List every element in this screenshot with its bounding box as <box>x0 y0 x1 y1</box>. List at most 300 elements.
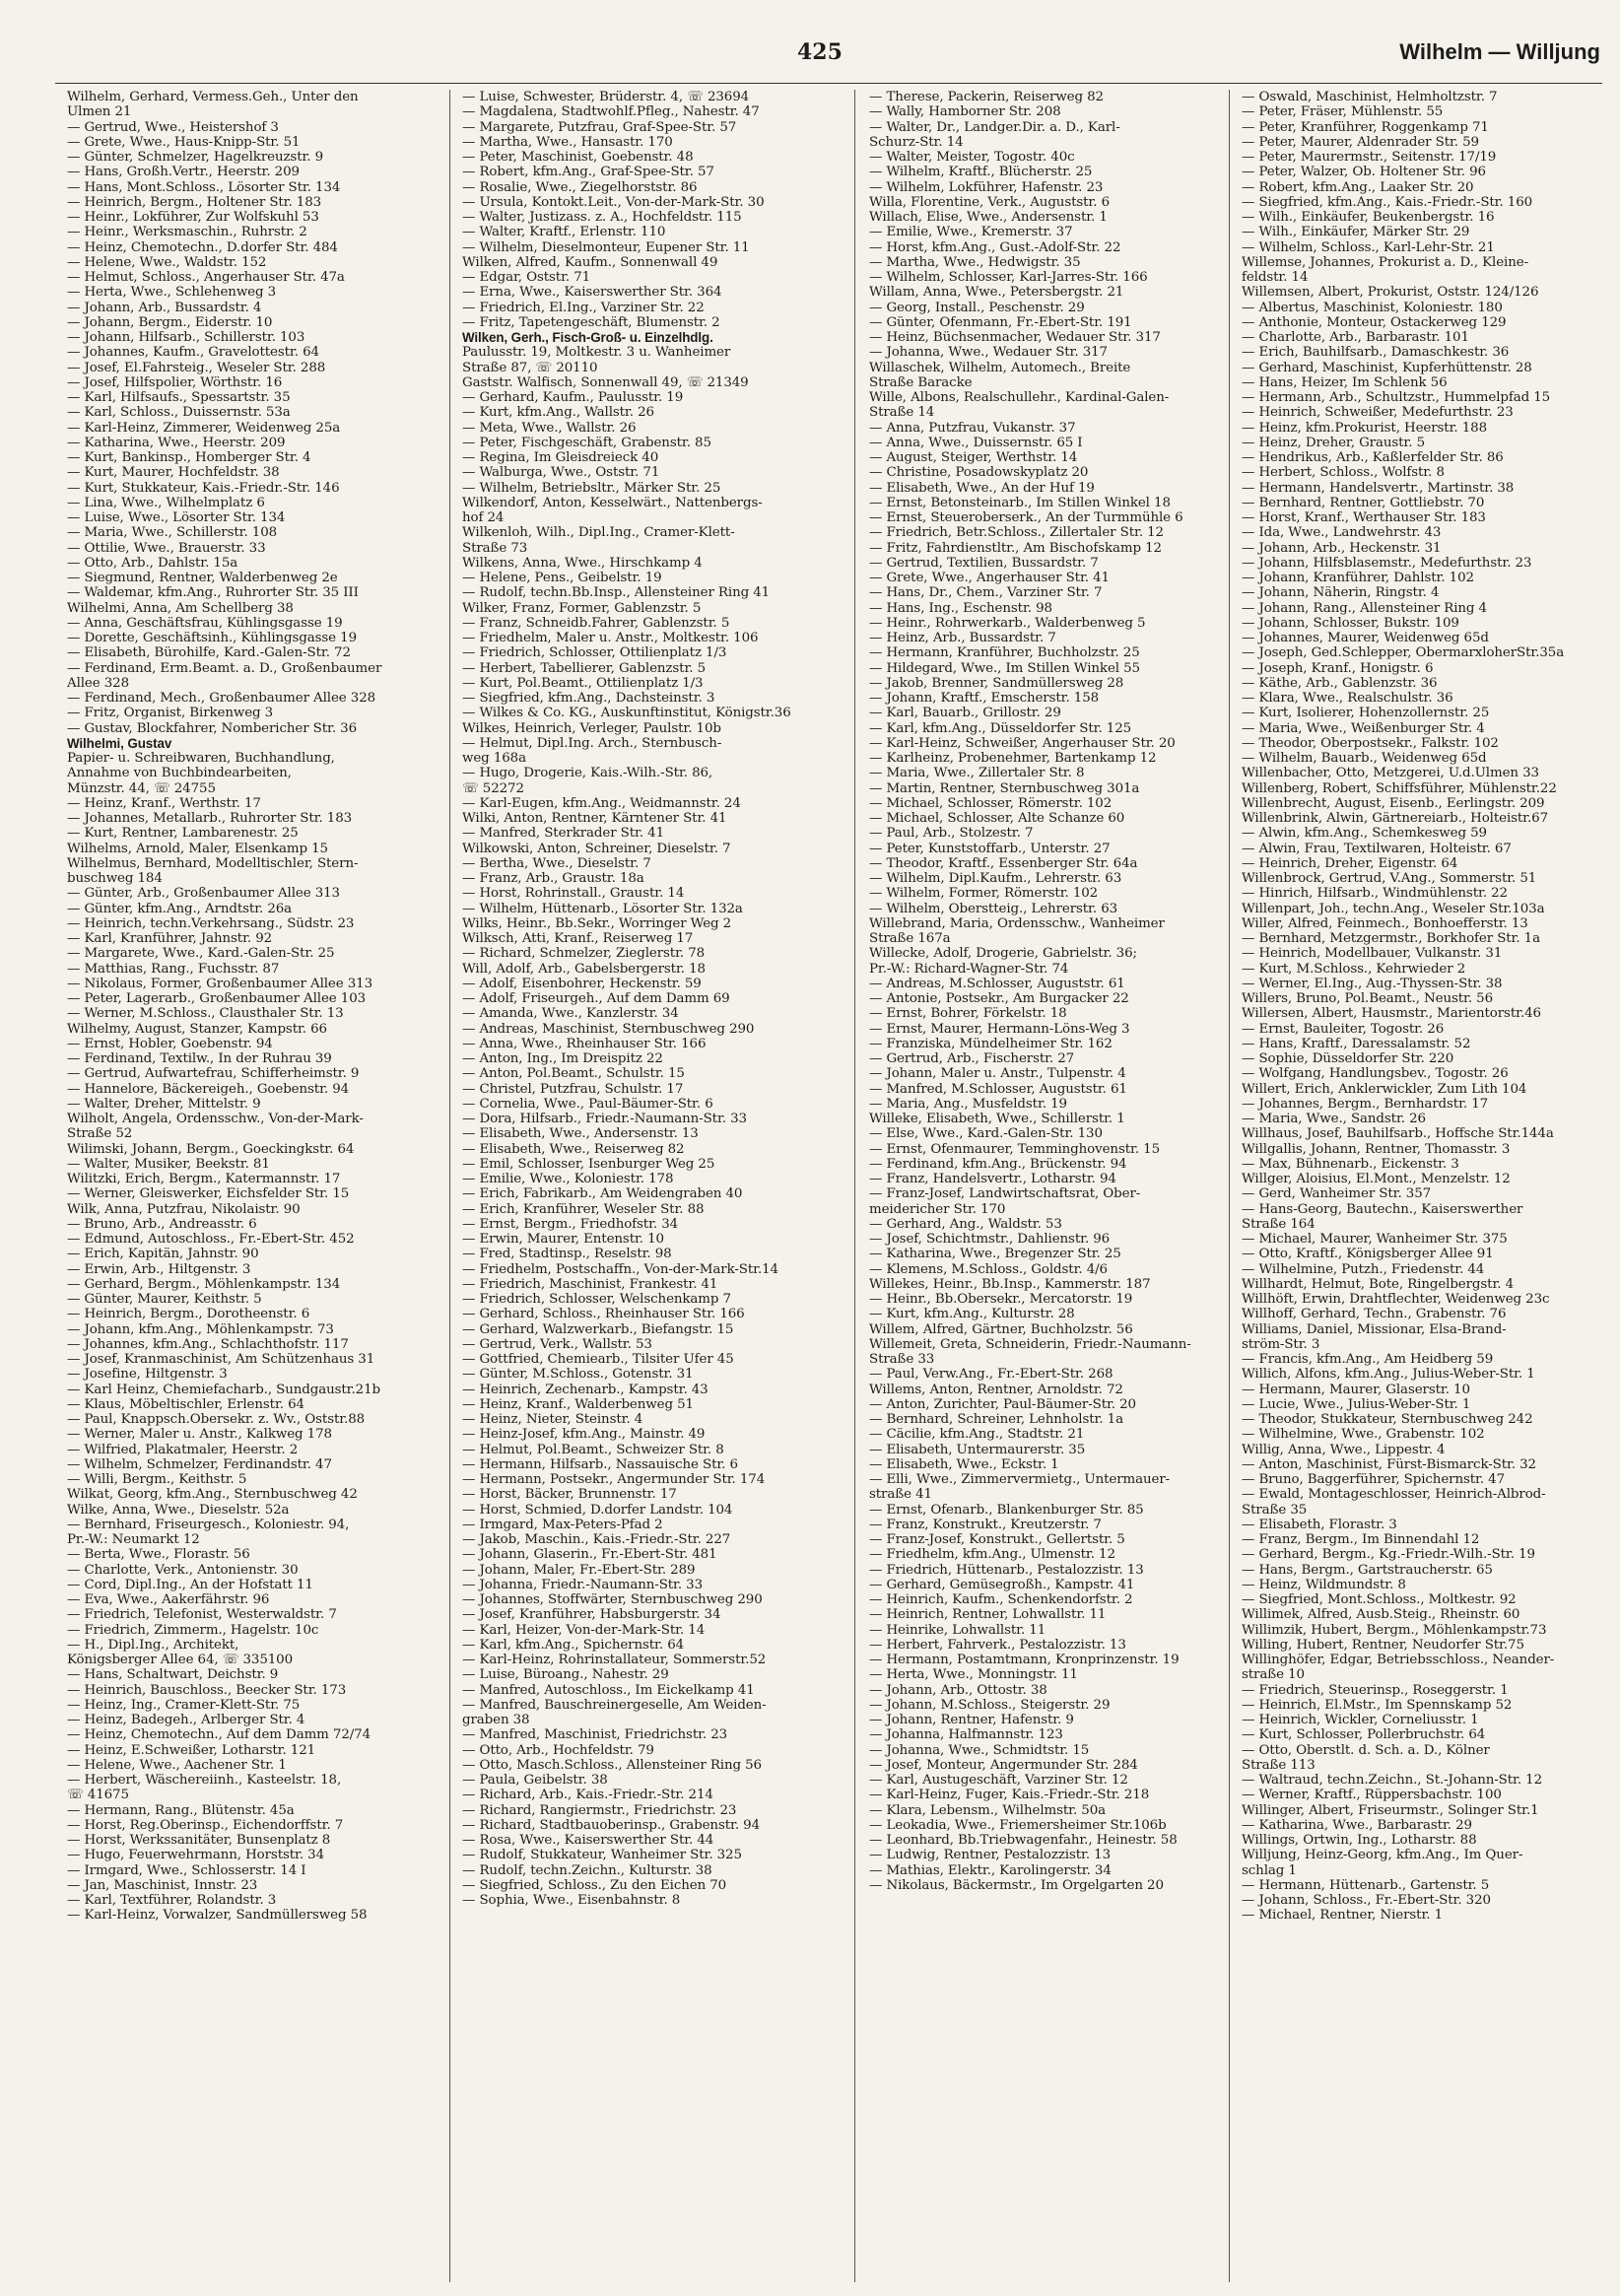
directory-entry: — Johann, Kranführer, Dahlstr. 102 <box>1242 571 1474 585</box>
directory-entry: — Michael, Rentner, Nierstr. 1 <box>1242 1908 1444 1924</box>
directory-entry: — Amanda, Wwe., Kanzlerstr. 34 <box>462 1006 679 1022</box>
directory-entry: — Heinz-Josef, kfm.Ang., Mainstr. 49 <box>462 1427 706 1443</box>
directory-entry: — Günter, Arb., Großenbaumer Allee 313 <box>67 886 340 902</box>
directory-entry: — Johannes, Maurer, Weidenweg 65d <box>1242 631 1489 645</box>
directory-entry: — Willi, Bergm., Keithstr. 5 <box>67 1472 247 1487</box>
directory-entry: Willig, Anna, Wwe., Lippestr. 4 <box>1242 1442 1446 1457</box>
directory-entry: — Johannes, kfm.Ang., Schlachthofstr. 117 <box>67 1336 349 1352</box>
directory-entry: — Johann, Rang., Allensteiner Ring 4 <box>1242 600 1487 616</box>
directory-entry: — Bernhard, Friseurgesch., Koloniestr. 94, <box>67 1517 350 1532</box>
directory-entry: — Horst, Werkssanitäter, Bunsenplatz 8 <box>67 1833 331 1848</box>
directory-entry: — Luise, Wwe., Lösorter Str. 134 <box>67 510 286 525</box>
directory-entry: — Karl, Schloss., Duissernstr. 53a <box>67 405 291 421</box>
directory-entry: — Adolf, Eisenbohrer, Heckenstr. 59 <box>462 976 702 991</box>
directory-entry: — Elisabeth, Wwe., Reiserweg 82 <box>462 1141 685 1157</box>
column-divider <box>449 90 450 2282</box>
directory-entry: Willenbrock, Gertrud, V.Ang., Sommerstr. 51 <box>1242 871 1537 886</box>
directory-entry: — Heinrich, Zechenarb., Kampstr. 43 <box>462 1382 709 1397</box>
directory-entry: Annahme von Buchbindearbeiten, <box>67 766 292 781</box>
directory-entry: — Friedrich, Zimmerm., Hagelstr. 10c <box>67 1622 319 1638</box>
directory-entry: — Georg, Install., Peschenstr. 29 <box>869 300 1085 315</box>
directory-entry: — Wilhelm, Betriebsltr., Märker Str. 25 <box>462 480 721 496</box>
directory-entry: — Ernst, Hobler, Goebenstr. 94 <box>67 1036 273 1051</box>
directory-entry: — Andreas, M.Schlosser, Auguststr. 61 <box>869 976 1125 991</box>
directory-entry: — Herta, Wwe., Monningstr. 11 <box>869 1667 1078 1683</box>
directory-entry: — Anton, Maschinist, Fürst-Bismarck-Str. 32 <box>1242 1456 1536 1472</box>
directory-entry: — Matthias, Rang., Fuchsstr. 87 <box>67 961 280 977</box>
directory-entry: — Heinrich, Bauschloss., Beecker Str. 173 <box>67 1682 347 1698</box>
directory-entry: — Hermann, Rang., Blütenstr. 45a <box>67 1802 295 1818</box>
directory-entry: — Franz, Schneidb.Fahrer, Gablenzstr. 5 <box>462 615 730 631</box>
directory-entry: weg 168a <box>462 751 526 766</box>
directory-entry: Willgallis, Johann, Rentner, Thomasstr. 3 <box>1242 1141 1511 1157</box>
directory-entry: — Manfred, M.Schlosser, Auguststr. 61 <box>869 1081 1127 1097</box>
directory-entry: Willger, Aloisius, El.Mont., Menzelstr. 12 <box>1242 1172 1511 1186</box>
directory-entry: — Oswald, Maschinist, Helmholtzstr. 7 <box>1242 90 1498 104</box>
directory-entry: — Kurt, Schlosser, Pollerbruchstr. 64 <box>1242 1727 1486 1743</box>
directory-entry: — Wilhelm, Dipl.Kaufm., Lehrerstr. 63 <box>869 871 1122 886</box>
directory-entry: — Richard, Rangiermstr., Friedrichstr. 23 <box>462 1802 737 1818</box>
directory-entry: — Hermann, Kranführer, Buchholzstr. 25 <box>869 645 1140 661</box>
directory-entry: Willenbacher, Otto, Metzgerei, U.d.Ulmen 33 <box>1242 766 1539 781</box>
directory-entry: — Friedrich, Schlosser, Ottilienplatz 1/3 <box>462 645 727 661</box>
directory-entry: — Gertrud, Verk., Wallstr. 53 <box>462 1336 652 1352</box>
directory-entry: — Manfred, Maschinist, Friedrichstr. 23 <box>462 1727 728 1743</box>
directory-entry: — Walter, Kraftf., Erlenstr. 110 <box>462 225 666 240</box>
directory-entry: — Johannes, Metallarb., Ruhrorter Str. 183 <box>67 811 353 826</box>
directory-entry: — Jan, Maschinist, Innstr. 23 <box>67 1877 258 1893</box>
directory-entry: — Jakob, Brenner, Sandmüllersweg 28 <box>869 675 1124 691</box>
directory-entry: — Hans, Mont.Schloss., Lösorter Str. 134 <box>67 179 341 195</box>
directory-entry: — Katharina, Wwe., Bregenzer Str. 25 <box>869 1247 1121 1262</box>
directory-entry: — Josef, Kranmaschinist, Am Schützenhaus 31 <box>67 1352 375 1367</box>
directory-entry: — Kurt, kfm.Ang., Kulturstr. 28 <box>869 1307 1075 1322</box>
directory-entry: — Karl, Bauarb., Grillostr. 29 <box>869 706 1061 721</box>
directory-entry: — Karl-Heinz, Zimmerer, Weidenweg 25a <box>67 420 341 436</box>
header-rule <box>55 83 1602 84</box>
directory-entry: — Christine, Posadowskyplatz 20 <box>869 465 1089 481</box>
directory-entry: — Heinr., Lokführer, Zur Wolfskuhl 53 <box>67 210 319 225</box>
directory-entry: — Heinrich, Kaufm., Schenkendorfstr. 2 <box>869 1592 1133 1607</box>
directory-entry: — Gerhard, Walzwerkarb., Biefangstr. 15 <box>462 1321 734 1337</box>
directory-entry: — Johann, Arb., Heckenstr. 31 <box>1242 540 1442 556</box>
directory-entry: — Wilhelm, Former, Römerstr. 102 <box>869 886 1099 902</box>
directory-entry: — Martha, Wwe., Hedwigstr. 35 <box>869 254 1081 270</box>
directory-entry: feldstr. 14 <box>1242 270 1309 285</box>
directory-entry: — Gerhard, Gemüsegroßh., Kampstr. 41 <box>869 1577 1135 1592</box>
directory-entry: straße 10 <box>1242 1667 1305 1683</box>
directory-entry: — Therese, Packerin, Reiserweg 82 <box>869 90 1104 104</box>
directory-entry: — Sophie, Düsseldorfer Str. 220 <box>1242 1051 1454 1066</box>
directory-entry: — Johannes, Kaufm., Gravelottestr. 64 <box>67 345 319 361</box>
directory-entry: — Karl, Textführer, Rolandstr. 3 <box>67 1893 277 1908</box>
directory-entry: — Günter, Maurer, Keithstr. 5 <box>67 1292 262 1307</box>
directory-entry: Wilkenloh, Wilh., Dipl.Ing., Cramer-Klett- <box>462 525 735 541</box>
directory-entry: — Heinz, Kranf., Werthstr. 17 <box>67 795 261 811</box>
directory-entry: — Helmut, Pol.Beamt., Schweizer Str. 8 <box>462 1442 724 1457</box>
directory-entry: — Wolfgang, Handlungsbev., Togostr. 26 <box>1242 1066 1509 1082</box>
directory-entry: — Wilhelm, Dieselmonteur, Eupener Str. 11 <box>462 239 750 255</box>
directory-entry: — Hannelore, Bäckereigeh., Goebenstr. 94 <box>67 1081 350 1097</box>
directory-entry: — Heinrike, Lohwallstr. 11 <box>869 1622 1046 1638</box>
directory-entry: Wilken, Alfred, Kaufm., Sonnenwall 49 <box>462 254 718 270</box>
directory-entry: Willers, Bruno, Pol.Beamt., Neustr. 56 <box>1242 991 1494 1006</box>
directory-entry: — Karl-Heinz, Rohrinstallateur, Sommerstr.52 <box>462 1653 767 1667</box>
directory-entry: — Elisabeth, Wwe., Andersenstr. 13 <box>462 1126 699 1142</box>
directory-entry: Straße 14 <box>869 405 935 421</box>
directory-entry: — Erich, Fabrikarb., Am Weidengraben 40 <box>462 1186 743 1202</box>
directory-entry: — Magdalena, Stadtwohlf.Pfleg., Nahestr. 47 <box>462 104 760 120</box>
directory-entry: Straße 52 <box>67 1126 133 1142</box>
directory-entry: — Otto, Arb., Dahlstr. 15a <box>67 555 238 571</box>
directory-entry: — Manfred, Bauschreinergeselle, Am Weiden- <box>462 1697 767 1713</box>
directory-entry: Willersen, Albert, Hausmstr., Marientorstr.46 <box>1242 1006 1541 1022</box>
directory-entry: — Kurt, Pol.Beamt., Ottilienplatz 1/3 <box>462 675 704 691</box>
directory-entry: — Siegfried, Mont.Schloss., Moltkestr. 92 <box>1242 1592 1517 1607</box>
directory-entry: — Friedrich, Schlosser, Welschenkamp 7 <box>462 1292 731 1307</box>
directory-entry: — Johann, Arb., Ottostr. 38 <box>869 1682 1047 1698</box>
directory-entry: — Richard, Arb., Kais.-Friedr.-Str. 214 <box>462 1788 713 1803</box>
directory-entry: — Helene, Wwe., Waldstr. 152 <box>67 254 267 270</box>
directory-entry: — Paul, Verw.Ang., Fr.-Ebert-Str. 268 <box>869 1367 1114 1383</box>
directory-entry: — Kurt, Maurer, Hochfeldstr. 38 <box>67 465 280 481</box>
directory-entry: — Johannes, Stoffwärter, Sternbuschweg 290 <box>462 1592 763 1607</box>
directory-entry: — Helene, Wwe., Aachener Str. 1 <box>67 1757 287 1773</box>
directory-entry: — Wilh., Einkäufer, Beukenbergstr. 16 <box>1242 210 1495 225</box>
directory-entry: — Friedrich, Telefonist, Westerwaldstr. 7 <box>67 1607 337 1623</box>
directory-entry: Straße 35 <box>1242 1502 1308 1518</box>
directory-entry: — Heinz, Nieter, Steinstr. 4 <box>462 1412 643 1427</box>
running-head: Wilhelm — Willjung <box>1399 39 1600 64</box>
directory-entry: — Elli, Wwe., Zimmervermietg., Untermauer- <box>869 1472 1171 1487</box>
directory-entry: — Peter, Kranführer, Roggenkamp 71 <box>1242 119 1489 135</box>
directory-entry: — Friedhelm, kfm.Ang., Ulmenstr. 12 <box>869 1547 1115 1563</box>
directory-entry: — Hugo, Drogerie, Kais.-Wilh.-Str. 86, <box>462 766 713 781</box>
directory-entry: — Gottfried, Chemiearb., Tilsiter Ufer 45 <box>462 1352 734 1367</box>
directory-entry: — Maria, Wwe., Schillerstr. 108 <box>67 525 278 541</box>
directory-entry: — Robert, kfm.Ang., Laaker Str. 20 <box>1242 179 1474 195</box>
directory-entry: — Leokadia, Wwe., Friemersheimer Str.106b <box>869 1817 1167 1833</box>
directory-entry: Wilhelms, Arnold, Maler, Elsenkamp 15 <box>67 841 328 856</box>
column-1 <box>67 90 434 2287</box>
directory-entry: meidericher Str. 170 <box>869 1201 1006 1217</box>
directory-entry: — Josef, El.Fahrsteig., Weseler Str. 288 <box>67 360 326 375</box>
directory-entry: — Klara, Wwe., Realschulstr. 36 <box>1242 691 1453 706</box>
directory-entry: — Gerhard, Kaufm., Paulusstr. 19 <box>462 390 684 405</box>
directory-entry: Wilke, Anna, Wwe., Dieselstr. 52a <box>67 1502 290 1518</box>
directory-entry: Willemsen, Albert, Prokurist, Oststr. 124/126 <box>1242 285 1539 301</box>
directory-entry: — Heinrich, Bergm., Holtener Str. 183 <box>67 194 322 210</box>
directory-entry: — Johanna, Halfmannstr. 123 <box>869 1727 1063 1743</box>
directory-entry: Wilimski, Johann, Bergm., Goeckingkstr. 64 <box>67 1141 355 1157</box>
directory-entry: Willenbrink, Alwin, Gärtnereiarb., Holteistr.67 <box>1242 811 1548 826</box>
directory-entry: — Heinz, kfm.Prokurist, Heerstr. 188 <box>1242 420 1487 436</box>
directory-entry: — Friedrich, Maschinist, Frankestr. 41 <box>462 1276 718 1292</box>
directory-entry: — Johann, Schloss., Fr.-Ebert-Str. 320 <box>1242 1893 1491 1908</box>
directory-entry: — Johann, M.Schloss., Steigerstr. 29 <box>869 1697 1111 1713</box>
directory-entry: Willam, Anna, Wwe., Petersbergstr. 21 <box>869 285 1124 301</box>
column-2 <box>462 90 829 2287</box>
directory-entry: Allee 328 <box>67 675 129 691</box>
directory-entry: — Hans, Heizer, Im Schlenk 56 <box>1242 374 1448 390</box>
directory-entry: ☏ 52272 <box>462 780 524 796</box>
directory-entry: — Lucie, Wwe., Julius-Weber-Str. 1 <box>1242 1396 1471 1412</box>
directory-entry: — Herta, Wwe., Schlehenweg 3 <box>67 285 277 301</box>
directory-entry: — Grete, Wwe., Haus-Knipp-Str. 51 <box>67 134 301 150</box>
directory-entry: — Günter, kfm.Ang., Arndtstr. 26a <box>67 901 293 916</box>
directory-entry: — Max, Bühnenarb., Eickenstr. 3 <box>1242 1156 1459 1172</box>
directory-entry: Straße 164 <box>1242 1216 1316 1232</box>
directory-entry: — Michael, Schlosser, Alte Schanze 60 <box>869 811 1125 826</box>
directory-entry: — Ursula, Kontokt.Leit., Von-der-Mark-Str. 30 <box>462 194 765 210</box>
directory-entry: — Wilhelm, Schloss., Karl-Lehr-Str. 21 <box>1242 239 1495 255</box>
directory-entry: — Elisabeth, Florastr. 3 <box>1242 1517 1397 1532</box>
directory-entry: Willebrand, Maria, Ordensschw., Wanheimer <box>869 915 1165 931</box>
directory-entry: — Bertha, Wwe., Dieselstr. 7 <box>462 855 651 871</box>
directory-entry: — Mathias, Elektr., Karolingerstr. 34 <box>869 1862 1112 1878</box>
directory-entry: — Josefine, Hiltgenstr. 3 <box>67 1367 228 1383</box>
directory-entry: — Johann, Bergm., Eiderstr. 10 <box>67 314 273 330</box>
directory-entry: — Katharina, Wwe., Heerstr. 209 <box>67 435 286 450</box>
directory-entry: — Gertrud, Arb., Fischerstr. 27 <box>869 1051 1075 1066</box>
directory-entry: — Erwin, Arb., Hiltgenstr. 3 <box>67 1261 251 1277</box>
directory-entry: — Margarete, Putzfrau, Graf-Spee-Str. 57 <box>462 119 737 135</box>
directory-entry: — Paula, Geibelstr. 38 <box>462 1773 608 1788</box>
directory-entry: — Meta, Wwe., Wallstr. 26 <box>462 420 637 436</box>
directory-entry: — Hermann, Handelsvertr., Martinstr. 38 <box>1242 480 1515 496</box>
directory-entry: — Albertus, Maschinist, Koloniestr. 180 <box>1242 300 1503 315</box>
directory-entry: — Kurt, kfm.Ang., Wallstr. 26 <box>462 405 654 421</box>
directory-entry: — Ferdinand, Erm.Beamt. a. D., Großenbaumer <box>67 660 382 676</box>
directory-entry: — Heinrich, Dreher, Eigenstr. 64 <box>1242 855 1458 871</box>
directory-entry: — Klaus, Möbeltischler, Erlenstr. 64 <box>67 1396 304 1412</box>
directory-entry: — Kurt, Isolierer, Hohenzollernstr. 25 <box>1242 706 1490 721</box>
directory-entry: hof 24 <box>462 510 505 525</box>
directory-entry: — Friedrich, Steuerinsp., Roseggerstr. 1 <box>1242 1682 1509 1698</box>
directory-entry: Willinger, Albert, Friseurmstr., Solinger Str.1 <box>1242 1802 1539 1818</box>
directory-entry: — Walter, Musiker, Beekstr. 81 <box>67 1156 270 1172</box>
directory-entry: — Irmgard, Max-Peters-Pfad 2 <box>462 1517 663 1532</box>
directory-entry: — Kurt, Stukkateur, Kais.-Friedr.-Str. 146 <box>67 480 340 496</box>
directory-entry: — Hildegard, Wwe., Im Stillen Winkel 55 <box>869 660 1140 676</box>
column-3 <box>869 90 1236 2287</box>
directory-entry: Willecke, Adolf, Drogerie, Gabrielstr. 36; <box>869 946 1137 962</box>
directory-entry: — Adolf, Friseurgeh., Auf dem Damm 69 <box>462 991 730 1006</box>
directory-entry: — Elisabeth, Untermaurerstr. 35 <box>869 1442 1086 1457</box>
directory-entry: — Ernst, Ofenmaurer, Temminghovenstr. 15 <box>869 1141 1160 1157</box>
directory-entry: — Berta, Wwe., Florastr. 56 <box>67 1547 250 1563</box>
directory-entry: — Helmut, Dipl.Ing. Arch., Sternbusch- <box>462 735 722 751</box>
directory-entry: — Fred, Stadtinsp., Reselstr. 98 <box>462 1247 672 1262</box>
directory-entry: — Werner, M.Schloss., Clausthaler Str. 13 <box>67 1006 344 1022</box>
directory-entry: — Maria, Ang., Musfeldstr. 19 <box>869 1096 1067 1112</box>
directory-entry: Willings, Ortwin, Ing., Lotharstr. 88 <box>1242 1833 1477 1848</box>
directory-entry: — Hendrikus, Arb., Kaßlerfelder Str. 86 <box>1242 450 1504 465</box>
directory-entry: — August, Steiger, Werthstr. 14 <box>869 450 1078 465</box>
directory-entry: Wille, Albons, Realschullehr., Kardinal-Galen- <box>869 390 1170 405</box>
directory-entry: Straße Baracke <box>869 374 973 390</box>
directory-entry: — Ferdinand, kfm.Ang., Brückenstr. 94 <box>869 1156 1127 1172</box>
directory-entry: — Anton, Zurichter, Paul-Bäumer-Str. 20 <box>869 1396 1136 1412</box>
directory-entry: Willekes, Heinr., Bb.Insp., Kammerstr. 187 <box>869 1276 1151 1292</box>
directory-entry: — Heinrich, Schweißer, Medefurthstr. 23 <box>1242 405 1514 421</box>
directory-entry: — Otto, Oberstlt. d. Sch. a. D., Kölner <box>1242 1742 1490 1758</box>
directory-entry: — Ida, Wwe., Landwehrstr. 43 <box>1242 525 1442 541</box>
directory-entry: Wilhelmy, August, Stanzer, Kampstr. 66 <box>67 1021 327 1037</box>
directory-entry: — Michael, Maurer, Wanheimer Str. 375 <box>1242 1232 1508 1247</box>
directory-entry: Willimzik, Hubert, Bergm., Möhlenkampstr.73 <box>1242 1622 1547 1638</box>
directory-entry: — Rosa, Wwe., Kaiserswerther Str. 44 <box>462 1833 714 1848</box>
directory-entry: Willimek, Alfred, Ausb.Steig., Rheinstr. 60 <box>1242 1607 1520 1623</box>
directory-entry: — Charlotte, Arb., Barbarastr. 101 <box>1242 330 1469 345</box>
directory-entry: Willhardt, Helmut, Bote, Ringelbergstr. 4 <box>1242 1276 1515 1292</box>
directory-entry: — Erna, Wwe., Kaiserswerther Str. 364 <box>462 285 722 301</box>
directory-entry: Gaststr. Walfisch, Sonnenwall 49, ☏ 21349 <box>462 374 749 390</box>
directory-entry: — Wilhelm, Bauarb., Weidenweg 65d <box>1242 751 1487 766</box>
directory-entry: Wilhelmi, Gustav <box>67 735 172 751</box>
directory-entry: — Friedhelm, Postschaffn., Von-der-Mark-Str.14 <box>462 1261 778 1277</box>
directory-entry: — Siegfried, Schloss., Zu den Eichen 70 <box>462 1877 727 1893</box>
directory-entry: — Ernst, Ofenarb., Blankenburger Str. 85 <box>869 1502 1144 1518</box>
page-number: 425 <box>797 39 843 65</box>
directory-entry: — Anton, Ing., Im Dreispitz 22 <box>462 1051 663 1066</box>
directory-entry: — Kurt, Rentner, Lambarenestr. 25 <box>67 826 299 842</box>
directory-entry: — Eva, Wwe., Aakerfährstr. 96 <box>67 1592 270 1607</box>
directory-entry: — Hermann, Arb., Schultzstr., Hummelpfad 15 <box>1242 390 1551 405</box>
directory-entry: — Karl-Heinz, Fuger, Kais.-Friedr.-Str. 218 <box>869 1788 1150 1803</box>
directory-entry: — Lina, Wwe., Wilhelmplatz 6 <box>67 495 265 510</box>
directory-entry: — Horst, Schmied, D.dorfer Landstr. 104 <box>462 1502 733 1518</box>
directory-entry: — Josef, Hilfspolier, Wörthstr. 16 <box>67 374 283 390</box>
directory-entry: — Heinz, Arb., Bussardstr. 7 <box>869 631 1056 645</box>
directory-entry: Willeke, Elisabeth, Wwe., Schillerstr. 1 <box>869 1112 1125 1126</box>
directory-entry: — Gerhard, Schloss., Rheinhauser Str. 166 <box>462 1307 745 1322</box>
directory-entry: — Gerhard, Bergm., Kg.-Friedr.-Wilh.-Str. 19 <box>1242 1547 1535 1563</box>
directory-entry: — Hinrich, Hilfsarb., Windmühlenstr. 22 <box>1242 886 1508 902</box>
directory-entry: Willich, Alfons, kfm.Ang., Julius-Weber-Str. 1 <box>1242 1367 1535 1383</box>
directory-entry: straße 41 <box>869 1487 932 1503</box>
directory-entry: Willemeit, Greta, Schneiderin, Friedr.-Naumann- <box>869 1336 1191 1352</box>
directory-entry: — Heinr., Bb.Obersekr., Mercatorstr. 19 <box>869 1292 1133 1307</box>
directory-entry: Willhaus, Josef, Bauhilfsarb., Hoffsche Str.144a <box>1242 1126 1554 1142</box>
directory-entry: — Karl-Eugen, kfm.Ang., Weidmannstr. 24 <box>462 795 741 811</box>
directory-entry: — Erich, Kapitän, Jahnstr. 90 <box>67 1247 259 1262</box>
directory-entry: — Heinz, Wildmundstr. 8 <box>1242 1577 1406 1592</box>
directory-entry: Willach, Elise, Wwe., Andersenstr. 1 <box>869 210 1108 225</box>
directory-entry: — Josef, Monteur, Angermunder Str. 284 <box>869 1757 1138 1773</box>
directory-entry: — Regina, Im Gleisdreieck 40 <box>462 450 659 465</box>
directory-entry: — Peter, Kunststoffarb., Unterstr. 27 <box>869 841 1111 856</box>
directory-entry: — Helene, Pens., Geibelstr. 19 <box>462 571 662 585</box>
directory-entry: — Heinz, E.Schweißer, Lotharstr. 121 <box>67 1742 316 1758</box>
directory-entry: — Horst, Reg.Oberinsp., Eichendorffstr. 7 <box>67 1817 344 1833</box>
directory-entry: — Anton, Pol.Beamt., Schulstr. 15 <box>462 1066 685 1082</box>
directory-entry: — Peter, Fräser, Mühlenstr. 55 <box>1242 104 1444 120</box>
directory-entry: — Gustav, Blockfahrer, Nombericher Str. 36 <box>67 720 358 736</box>
directory-entry: — Maria, Wwe., Zillertaler Str. 8 <box>869 766 1085 781</box>
directory-entry: — Antonie, Postsekr., Am Burgacker 22 <box>869 991 1129 1006</box>
directory-entry: — Nikolaus, Bäckermstr., Im Orgelgarten 20 <box>869 1877 1164 1893</box>
directory-entry: Willems, Anton, Rentner, Arnoldstr. 72 <box>869 1382 1123 1397</box>
directory-entry: — Franz, Arb., Graustr. 18a <box>462 871 644 886</box>
directory-entry: — Walter, Meister, Togostr. 40c <box>869 150 1075 165</box>
directory-entry: — Emilie, Wwe., Kremerstr. 37 <box>869 225 1073 240</box>
directory-entry: — Günter, Ofenmann, Fr.-Ebert-Str. 191 <box>869 314 1132 330</box>
page-header <box>0 34 1620 73</box>
directory-entry: — Andreas, Maschinist, Sternbuschweg 290 <box>462 1021 755 1037</box>
directory-entry: — Hans, Bergm., Gartstraucherstr. 65 <box>1242 1562 1493 1578</box>
directory-entry: Paulusstr. 19, Moltkestr. 3 u. Wanheimer <box>462 345 731 361</box>
column-divider <box>854 90 855 2282</box>
directory-entry: — Ernst, Bauleiter, Togostr. 26 <box>1242 1021 1445 1037</box>
directory-entry: — Heinz, Kranf., Walderbenweg 51 <box>462 1396 694 1412</box>
directory-entry: Wilk, Anna, Putzfrau, Nikolaistr. 90 <box>67 1201 301 1217</box>
column-4 <box>1242 90 1608 2287</box>
directory-entry: — Luise, Schwester, Brüderstr. 4, ☏ 23694 <box>462 90 750 104</box>
directory-entry: — Erich, Bauhilfsarb., Damaschkestr. 36 <box>1242 345 1510 361</box>
directory-entry: Wilhelmi, Anna, Am Schellberg 38 <box>67 600 294 616</box>
directory-entry: — Herbert, Tabellierer, Gablenzstr. 5 <box>462 660 707 676</box>
directory-entry: — Kurt, Bankinsp., Homberger Str. 4 <box>67 450 311 465</box>
directory-entry: Willer, Alfred, Feinmech., Bonhoefferstr. 13 <box>1242 915 1528 931</box>
directory-entry: — Johanna, Friedr.-Naumann-Str. 33 <box>462 1577 704 1592</box>
directory-entry: — Bernhard, Schreiner, Lehnholstr. 1a <box>869 1412 1123 1427</box>
directory-entry: — Wilkes & Co. KG., Auskunftinstitut, Königstr.36 <box>462 706 791 721</box>
directory-entry: — Gerhard, Ang., Waldstr. 53 <box>869 1216 1062 1232</box>
directory-entry: — Herbert, Wäschereiinh., Kasteelstr. 18, <box>67 1773 342 1788</box>
directory-entry: — Hans, Kraftf., Daressalamstr. 52 <box>1242 1036 1471 1051</box>
directory-entry: Straße 113 <box>1242 1757 1316 1773</box>
directory-entry: — Ernst, Bohrer, Förkelstr. 18 <box>869 1006 1067 1022</box>
directory-entry: — Werner, El.Ing., Aug.-Thyssen-Str. 38 <box>1242 976 1503 991</box>
directory-entry: — Elisabeth, Wwe., An der Huf 19 <box>869 480 1095 496</box>
directory-entry: — Johann, Maler u. Anstr., Tulpenstr. 4 <box>869 1066 1126 1082</box>
directory-entry: — Herbert, Schloss., Wolfstr. 8 <box>1242 465 1445 481</box>
directory-entry: — Otto, Arb., Hochfeldstr. 79 <box>462 1742 654 1758</box>
directory-entry: Williams, Daniel, Missionar, Elsa-Brand- <box>1242 1321 1507 1337</box>
directory-entry: — Bruno, Arb., Andreasstr. 6 <box>67 1216 257 1232</box>
directory-entry: — Franz, Bergm., Im Binnendahl 12 <box>1242 1532 1480 1547</box>
directory-entry: Willem, Alfred, Gärtner, Buchholzstr. 56 <box>869 1321 1133 1337</box>
directory-entry: — Erich, Kranführer, Weseler Str. 88 <box>462 1201 705 1217</box>
directory-entry: — Michael, Schlosser, Römerstr. 102 <box>869 795 1113 811</box>
directory-entry: — Heinz, Büchsenmacher, Wedauer Str. 317 <box>869 330 1161 345</box>
directory-entry: — Heinrich, Rentner, Lohwallstr. 11 <box>869 1607 1107 1623</box>
directory-entry: — Peter, Maschinist, Goebenstr. 48 <box>462 150 694 165</box>
directory-entry: — Friedrich, Betr.Schloss., Zillertaler Str. 12 <box>869 525 1164 541</box>
directory-entry: — Karl-Heinz, Vorwalzer, Sandmüllersweg 58 <box>67 1908 368 1924</box>
directory-entry: — Siegmund, Rentner, Walderbenweg 2e <box>67 571 338 585</box>
directory-entry: — Johann, Hilfsarb., Schillerstr. 103 <box>67 330 305 345</box>
directory-entry: Wilki, Anton, Rentner, Kärntener Str. 41 <box>462 811 727 826</box>
directory-entry: Wilks, Heinr., Bb.Sekr., Worringer Weg 2 <box>462 915 732 931</box>
directory-entry: — Alwin, kfm.Ang., Schemkesweg 59 <box>1242 826 1487 842</box>
directory-entry: Wilker, Franz, Former, Gablenzstr. 5 <box>462 600 702 616</box>
directory-entry: — Karl, Hilfsaufs., Spessartstr. 35 <box>67 390 291 405</box>
directory-entry: — Alwin, Frau, Textilwaren, Holteistr. 67 <box>1242 841 1512 856</box>
directory-entry: — Werner, Kraftf., Rüppersbachstr. 100 <box>1242 1788 1502 1803</box>
directory-entry: — Anthonie, Monteur, Ostackerweg 129 <box>1242 314 1507 330</box>
directory-entry: — Heinrich, Wickler, Corneliusstr. 1 <box>1242 1713 1479 1727</box>
directory-entry: — Rudolf, techn.Zeichn., Kulturstr. 38 <box>462 1862 712 1878</box>
directory-entry: — Elisabeth, Bürohilfe, Kard.-Galen-Str. 72 <box>67 645 351 661</box>
directory-entry: — Karl, kfm.Ang., Düsseldorfer Str. 125 <box>869 720 1132 736</box>
directory-entry: — Friedrich, Hüttenarb., Pestalozzistr. 13 <box>869 1562 1144 1578</box>
directory-entry: — Horst, Kranf., Werthauser Str. 183 <box>1242 510 1486 525</box>
directory-entry: — Ewald, Montageschlosser, Heinrich-Albrod- <box>1242 1487 1546 1503</box>
directory-entry: — Hugo, Feuerwehrmann, Horststr. 34 <box>67 1848 325 1863</box>
directory-entry: Ulmen 21 <box>67 104 132 120</box>
